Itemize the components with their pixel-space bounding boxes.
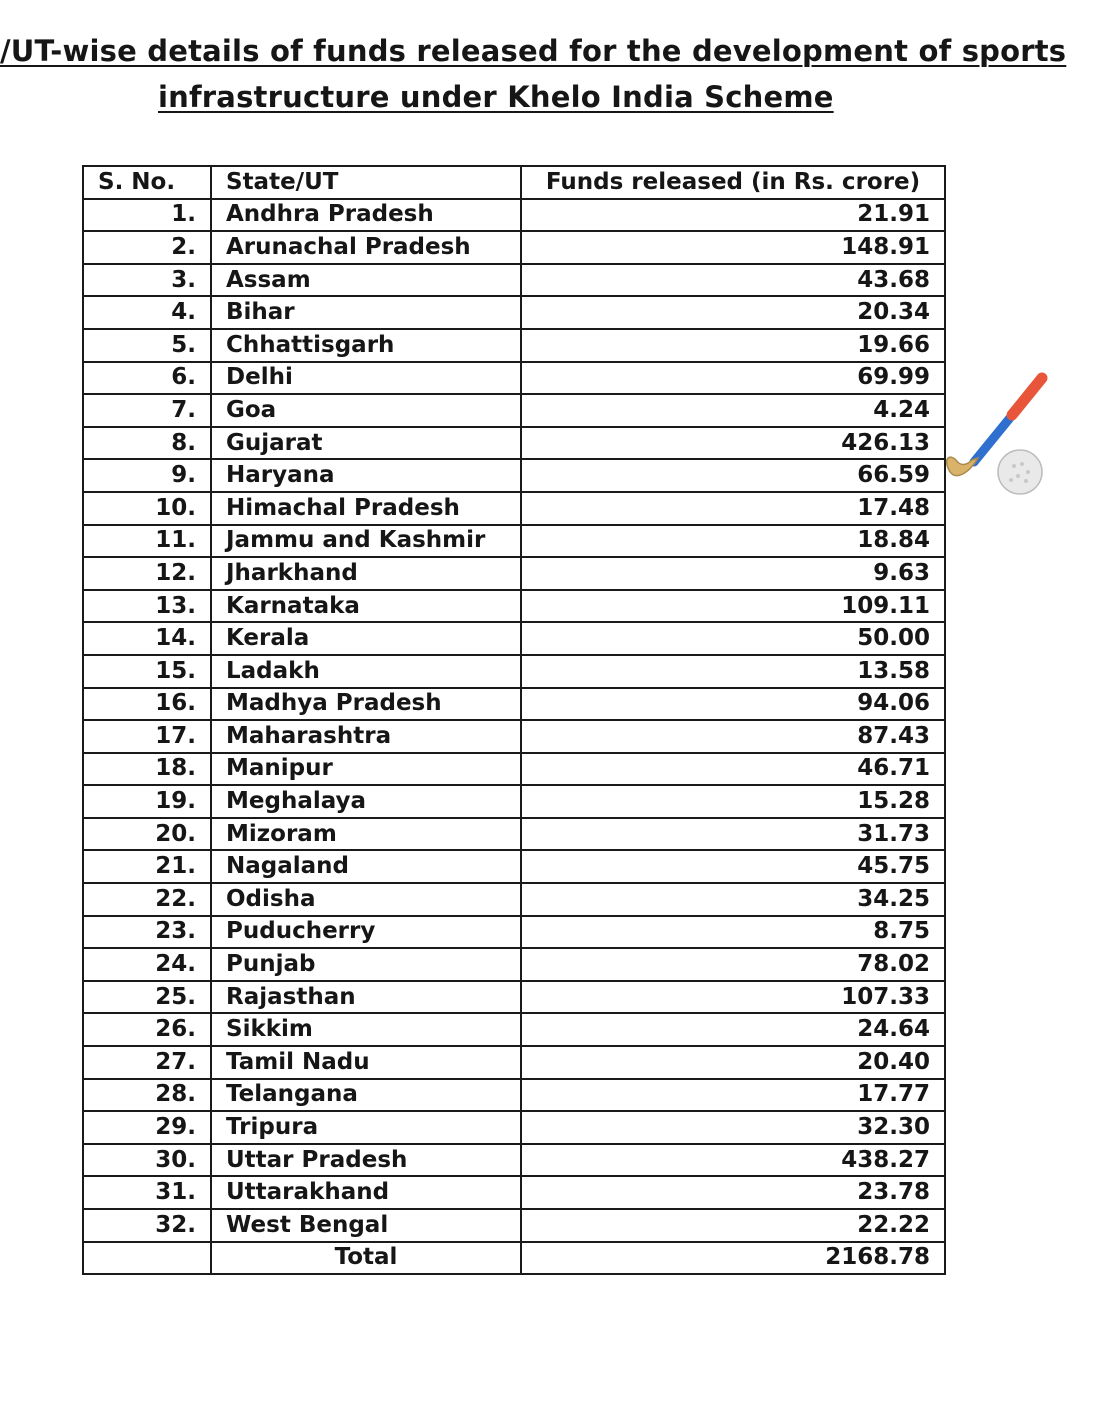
header-sno: S. No.: [83, 166, 211, 199]
state-cell: Punjab: [211, 948, 521, 981]
amount-cell: 15.28: [521, 785, 945, 818]
table-row: [83, 329, 945, 362]
sno-cell: 20.: [83, 818, 211, 851]
state-cell: Kerala: [211, 622, 521, 655]
sno-cell: 18.: [83, 753, 211, 786]
state-cell: Gujarat: [211, 427, 521, 460]
table-row: [83, 850, 945, 883]
state-cell: West Bengal: [211, 1209, 521, 1242]
table-row: [83, 1176, 945, 1209]
amount-cell: 34.25: [521, 883, 945, 916]
table-row: [83, 362, 945, 395]
total-label: Total: [211, 1242, 521, 1275]
sno-cell: 30.: [83, 1144, 211, 1177]
state-cell: Himachal Pradesh: [211, 492, 521, 525]
state-cell: Mizoram: [211, 818, 521, 851]
sno-cell: 10.: [83, 492, 211, 525]
sno-cell: 23.: [83, 916, 211, 949]
table-row: [83, 981, 945, 1014]
state-cell: Ladakh: [211, 655, 521, 688]
amount-cell: 19.66: [521, 329, 945, 362]
table-row: [83, 1111, 945, 1144]
table-row: [83, 394, 945, 427]
state-cell: Sikkim: [211, 1013, 521, 1046]
funds-table: [82, 165, 946, 1275]
table-row: [83, 492, 945, 525]
amount-cell: 148.91: [521, 231, 945, 264]
header-funds: Funds released (in Rs. crore): [521, 166, 945, 199]
state-cell: Rajasthan: [211, 981, 521, 1014]
state-cell: Haryana: [211, 459, 521, 492]
amount-cell: 43.68: [521, 264, 945, 297]
sno-cell: 16.: [83, 688, 211, 721]
state-cell: Puducherry: [211, 916, 521, 949]
sno-cell: 4.: [83, 296, 211, 329]
state-cell: Delhi: [211, 362, 521, 395]
sno-cell: 13.: [83, 590, 211, 623]
amount-cell: 31.73: [521, 818, 945, 851]
amount-cell: 4.24: [521, 394, 945, 427]
state-cell: Maharashtra: [211, 720, 521, 753]
state-cell: Telangana: [211, 1079, 521, 1112]
sno-cell: 1.: [83, 199, 211, 232]
field-hockey-icon: [940, 362, 1052, 498]
state-cell: Tripura: [211, 1111, 521, 1144]
table-row: [83, 590, 945, 623]
total-row: [83, 1242, 945, 1275]
amount-cell: 9.63: [521, 557, 945, 590]
amount-cell: 107.33: [521, 981, 945, 1014]
state-cell: Arunachal Pradesh: [211, 231, 521, 264]
sno-cell: 19.: [83, 785, 211, 818]
sno-cell: 29.: [83, 1111, 211, 1144]
table-row: [83, 948, 945, 981]
state-cell: Odisha: [211, 883, 521, 916]
sno-cell: 22.: [83, 883, 211, 916]
state-cell: Goa: [211, 394, 521, 427]
amount-cell: 20.40: [521, 1046, 945, 1079]
table-row: [83, 231, 945, 264]
amount-cell: 66.59: [521, 459, 945, 492]
sno-cell: 21.: [83, 850, 211, 883]
page-title-line-1: /UT-wise details of funds released for the development of sports: [0, 34, 1067, 68]
sno-cell: 9.: [83, 459, 211, 492]
amount-cell: 50.00: [521, 622, 945, 655]
sno-cell: 25.: [83, 981, 211, 1014]
amount-cell: 17.48: [521, 492, 945, 525]
state-cell: Chhattisgarh: [211, 329, 521, 362]
table-row: [83, 785, 945, 818]
sno-cell: 32.: [83, 1209, 211, 1242]
amount-cell: 438.27: [521, 1144, 945, 1177]
sno-cell: 24.: [83, 948, 211, 981]
state-cell: Meghalaya: [211, 785, 521, 818]
amount-cell: 109.11: [521, 590, 945, 623]
amount-cell: 22.22: [521, 1209, 945, 1242]
page-title-line-2: infrastructure under Khelo India Scheme: [158, 80, 834, 114]
table-row: [83, 459, 945, 492]
sno-cell: 7.: [83, 394, 211, 427]
sno-cell: 3.: [83, 264, 211, 297]
sno-cell: 14.: [83, 622, 211, 655]
sno-cell: 28.: [83, 1079, 211, 1112]
state-cell: Bihar: [211, 296, 521, 329]
sno-cell: 8.: [83, 427, 211, 460]
sno-cell: 5.: [83, 329, 211, 362]
table-row: [83, 525, 945, 558]
table-header-row: [83, 166, 945, 199]
state-cell: Andhra Pradesh: [211, 199, 521, 232]
table-row: [83, 883, 945, 916]
amount-cell: 23.78: [521, 1176, 945, 1209]
state-cell: Karnataka: [211, 590, 521, 623]
header-state: State/UT: [211, 166, 521, 199]
amount-cell: 18.84: [521, 525, 945, 558]
sno-cell: 27.: [83, 1046, 211, 1079]
state-cell: Manipur: [211, 753, 521, 786]
amount-cell: 69.99: [521, 362, 945, 395]
state-cell: Uttar Pradesh: [211, 1144, 521, 1177]
table-row: [83, 753, 945, 786]
amount-cell: 78.02: [521, 948, 945, 981]
table-row: [83, 1144, 945, 1177]
state-cell: Tamil Nadu: [211, 1046, 521, 1079]
amount-cell: 20.34: [521, 296, 945, 329]
table-row: [83, 1079, 945, 1112]
sno-cell: 31.: [83, 1176, 211, 1209]
table-row: [83, 655, 945, 688]
sno-cell: 11.: [83, 525, 211, 558]
total-amount: 2168.78: [521, 1242, 945, 1275]
table-row: [83, 427, 945, 460]
amount-cell: 13.58: [521, 655, 945, 688]
total-sno-cell: [83, 1242, 211, 1275]
state-cell: Madhya Pradesh: [211, 688, 521, 721]
sno-cell: 6.: [83, 362, 211, 395]
state-cell: Jammu and Kashmir: [211, 525, 521, 558]
amount-cell: 45.75: [521, 850, 945, 883]
table-row: [83, 264, 945, 297]
table-row: [83, 818, 945, 851]
table-row: [83, 1013, 945, 1046]
amount-cell: 8.75: [521, 916, 945, 949]
sno-cell: 17.: [83, 720, 211, 753]
table-row: [83, 622, 945, 655]
amount-cell: 21.91: [521, 199, 945, 232]
amount-cell: 87.43: [521, 720, 945, 753]
table-row: [83, 296, 945, 329]
amount-cell: 46.71: [521, 753, 945, 786]
table-row: [83, 1046, 945, 1079]
table-row: [83, 916, 945, 949]
sno-cell: 2.: [83, 231, 211, 264]
table-row: [83, 1209, 945, 1242]
sno-cell: 26.: [83, 1013, 211, 1046]
amount-cell: 17.77: [521, 1079, 945, 1112]
state-cell: Jharkhand: [211, 557, 521, 590]
state-cell: Nagaland: [211, 850, 521, 883]
amount-cell: 426.13: [521, 427, 945, 460]
state-cell: Uttarakhand: [211, 1176, 521, 1209]
amount-cell: 24.64: [521, 1013, 945, 1046]
table-row: [83, 720, 945, 753]
amount-cell: 94.06: [521, 688, 945, 721]
table-row: [83, 557, 945, 590]
table-row: [83, 199, 945, 232]
sno-cell: 15.: [83, 655, 211, 688]
amount-cell: 32.30: [521, 1111, 945, 1144]
sno-cell: 12.: [83, 557, 211, 590]
state-cell: Assam: [211, 264, 521, 297]
table-row: [83, 688, 945, 721]
